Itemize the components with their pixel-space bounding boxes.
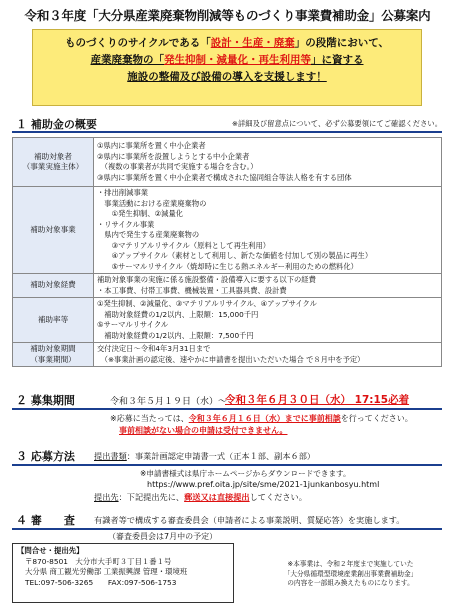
section-review [12,512,442,542]
row-content: 補助対象事業の実施に係る施設整備・設備導入に要する以下の経費 ・本工事費、付帯工事費、機械装置・工具器具費、設計費 [94,274,442,298]
banner-line-3: 施設の整備及び設備の導入を支援します！ [127,71,327,83]
period-start: 令和３年５月１９日（水）～ [110,397,228,407]
table-row [13,187,442,274]
page-title: 令和３年度「大分県産業廃棄物削減等ものづくり事業費補助金」公募案内 [24,8,431,23]
row-label: 補助対象期間 （事業期間） [13,343,94,367]
row-content: ①県内に事業所を置く中小企業者 ②県内に事業所を設置しようとする中小企業者 （複数の事業者が共同で実施する場合を含む。） ③県内に事業所を置く中小企業者で構成された協同組合等法人格を有する団体 [94,138,442,187]
consultation-note: ※応募に当たっては、令和３年６月１６日（水）までに事前相談を行ってください。 [110,414,413,423]
row-label: 補助率等 [13,298,94,343]
application-url[interactable]: https://www.pref.oita.jp/site/sme/2021-1junkanbosyu.html [147,480,380,489]
contact-address: 〒870-8501 大分市大手町３丁目１番１号 [25,556,172,566]
row-label: 補助対象者 （事業実施主体） [13,138,94,187]
review-description: 有識者等で構成する審査委員会（申請者による事業説明、質疑応答）を実施します。 [94,515,405,525]
table-row [13,298,442,343]
documents-line: 提出書類：事業計画認定申請書一式（正本１部、副本６部） [94,451,316,461]
row-content: ・排出削減事業 事業活動における産業廃棄物の ①発生抑制、②減量化 ・リサイクル事業 県内で発生する産業廃棄物の ③マテリアルリサイクル（原料として再生利用） ④アップサイクル（素材として利用し、新たな価値を付加して別の製品に再生） ⑤サーマルリサイクル（焼却時に生じる熱エネルギー利用のための燃料化） [94,187,442,274]
overview-table [12,137,442,367]
table-row [13,138,442,187]
section-overview [12,116,442,367]
contact-phone-fax: TEL:097-506-3265 FAX:097-506-1753 [25,577,177,587]
section-heading: １ 補助金の概要 [16,118,97,131]
section-overview-header [12,116,442,133]
form-download-note: ※申請書様式は県庁ホームページからダウンロードできます。 [140,469,351,478]
section-period-header [12,392,442,410]
period-deadline: 令和３年６月３０日（水） 17:15必着 [225,394,410,406]
contact-office: 大分県 商工観光労働部 工業振興課 管理・環境班 [25,567,188,577]
row-content: 交付決定日～令和4年3月31日まで （※事業計画の認定後、速やかに申請書を提出いただいた場合 で８月中を予定） [94,343,442,367]
consultation-warning: 事前相談がない場合の申請は受付できません。 [119,426,288,435]
table-row [13,274,442,298]
section-application-header [12,448,442,466]
section-note: ※詳細及び留意点について、必ず公募要領にてご確認ください。 [231,119,442,128]
section-heading: ３ 応募方法 [16,450,75,463]
section-heading: ２ 募集期間 [16,394,75,407]
banner-line-2: 産業廃棄物の「発生抑制・減量化・再生利用等」に資する [90,54,364,66]
banner-line-1: ものづくりのサイクルである「設計・生産・廃棄」の段階において、 [64,37,390,49]
contact-heading: 【問合せ・提出先】 [17,546,84,555]
row-label: 補助対象事業 [13,187,94,274]
section-review-header [12,512,442,530]
contact-box [12,543,234,603]
review-schedule: （審査委員会は7月中の予定） [108,532,218,541]
section-application [12,448,442,503]
row-label: 補助対象経費 [13,274,94,298]
footnote: ※本事業は、令和２年度まで実施していた 「大分県循環型環境産業創出事業費補助金」 の内容を一部組み換えたものになります。 [283,560,418,588]
table-row [13,343,442,367]
section-period [12,392,442,437]
summary-banner [32,29,422,106]
submission-destination: 提出先：下記提出先に、郵送又は直接提出してください。 [94,492,307,502]
row-content: ①発生抑制、②減量化、③マテリアルリサイクル、④アップサイクル 補助対象経費の1/2以内、上限額：15,000千円 ⑤サーマルリサイクル 補助対象経費の1/2以内、上限額：7,500千円 [94,298,442,343]
section-heading: ４ 審 査 [16,514,75,527]
